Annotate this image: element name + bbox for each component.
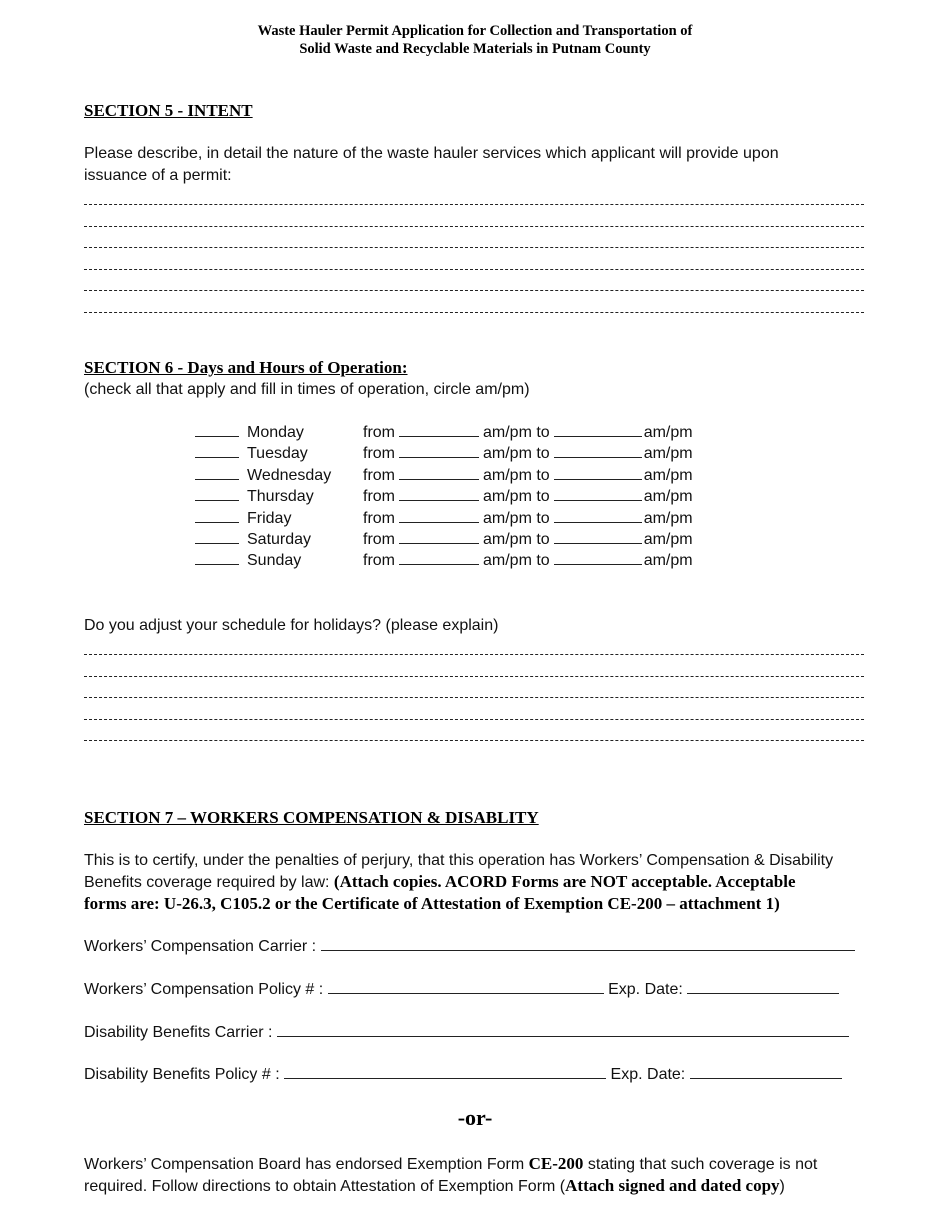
- certify-line-2: [84, 872, 796, 894]
- start-time-field[interactable]: [399, 550, 479, 565]
- wc-policy-row: [84, 979, 839, 999]
- from-label: from: [363, 424, 395, 441]
- section-7-title: SECTION 7 – WORKERS COMPENSATION & DISABLITY: [84, 808, 539, 827]
- start-time-field[interactable]: [399, 465, 479, 480]
- day-check-field[interactable]: [195, 465, 239, 480]
- day-times: [363, 550, 693, 571]
- ampm-to-label[interactable]: am/pm to: [483, 530, 550, 548]
- exemption-line-2: [84, 1176, 785, 1198]
- db-policy-row: [84, 1064, 842, 1084]
- intent-answer-line[interactable]: [84, 312, 864, 313]
- holiday-answer-line[interactable]: [84, 719, 864, 720]
- start-time-field[interactable]: [399, 529, 479, 544]
- start-time-field[interactable]: [399, 486, 479, 501]
- db-carrier-field[interactable]: [277, 1022, 849, 1037]
- holiday-answer-line[interactable]: [84, 654, 864, 655]
- ampm-to-label[interactable]: am/pm to: [483, 445, 550, 463]
- from-label: from: [363, 530, 395, 548]
- wc-carrier-field[interactable]: [321, 936, 855, 951]
- or-divider: -or-: [457, 1105, 493, 1130]
- ampm-label[interactable]: am/pm: [643, 424, 693, 441]
- day-row: [195, 443, 693, 464]
- holiday-answer-line[interactable]: [84, 697, 864, 698]
- day-row: [195, 465, 693, 486]
- holiday-answer-line[interactable]: [84, 676, 864, 677]
- from-label: from: [363, 466, 395, 484]
- intent-answer-line[interactable]: [84, 226, 864, 227]
- section-6-title: SECTION 6 - Days and Hours of Operation:: [84, 358, 408, 377]
- intent-answer-line[interactable]: [84, 269, 864, 270]
- day-name: Saturday: [247, 530, 312, 548]
- exemption-line-1-bold: CE-200: [528, 1154, 584, 1173]
- end-time-field[interactable]: [554, 508, 642, 523]
- day-check-field[interactable]: [195, 486, 239, 501]
- from-label: from: [363, 445, 395, 463]
- end-time-field[interactable]: [554, 486, 642, 501]
- certify-line-2-plain: Benefits coverage required by law:: [84, 874, 334, 891]
- start-time-field[interactable]: [399, 422, 479, 437]
- ampm-to-label[interactable]: am/pm to: [483, 466, 550, 484]
- exemption-line-2-a: required. Follow directions to obtain Attestation of Exemption Form (: [84, 1178, 566, 1195]
- wc-exp-date-field[interactable]: [687, 979, 839, 994]
- wc-carrier-label: Workers’ Compensation Carrier :: [84, 938, 317, 955]
- exemption-line-1-a: Workers’ Compensation Board has endorsed Exemption Form: [84, 1156, 529, 1173]
- ampm-to-label[interactable]: am/pm to: [483, 509, 550, 527]
- db-policy-field[interactable]: [284, 1064, 606, 1079]
- exemption-line-2-b: ): [779, 1178, 785, 1195]
- ampm-label[interactable]: am/pm: [643, 530, 693, 548]
- day-check-field[interactable]: [195, 422, 239, 437]
- intent-answer-line[interactable]: [84, 290, 864, 291]
- end-time-field[interactable]: [554, 465, 642, 480]
- section-5-prompt-line-2: issuance of a permit:: [84, 167, 232, 184]
- certify-line-2-bold: (Attach copies. ACORD Forms are NOT acceptable. Acceptable: [333, 872, 796, 891]
- day-name: Sunday: [247, 552, 302, 570]
- start-time-field[interactable]: [399, 508, 479, 523]
- day-row: [195, 550, 693, 571]
- wc-exp-date-label: Exp. Date:: [608, 981, 683, 998]
- from-label: from: [363, 509, 395, 527]
- ampm-to-label[interactable]: am/pm to: [483, 488, 550, 506]
- ampm-to-label[interactable]: am/pm to: [483, 424, 550, 441]
- ampm-label[interactable]: am/pm: [643, 445, 693, 463]
- wc-policy-label: Workers’ Compensation Policy # :: [84, 981, 324, 998]
- wc-policy-field[interactable]: [328, 979, 604, 994]
- ampm-label[interactable]: am/pm: [643, 466, 693, 484]
- day-name: Wednesday: [247, 466, 332, 484]
- day-times: [363, 443, 693, 464]
- from-label: from: [363, 552, 395, 570]
- exemption-line-1-b: stating that such coverage is not: [583, 1156, 818, 1173]
- day-name: Monday: [247, 424, 304, 441]
- day-check-field[interactable]: [195, 443, 239, 458]
- days-hours-table: [195, 422, 693, 572]
- certify-line-1: This is to certify, under the penalties of perjury, that this operation has Workers’ Compensation & Disability: [84, 852, 834, 869]
- section-5-title: SECTION 5 - INTENT: [84, 101, 253, 120]
- ampm-label[interactable]: am/pm: [643, 509, 693, 527]
- end-time-field[interactable]: [554, 550, 642, 565]
- db-exp-date-field[interactable]: [690, 1064, 842, 1079]
- ampm-to-label[interactable]: am/pm to: [483, 552, 550, 570]
- day-row: [195, 486, 693, 507]
- day-times: [363, 529, 693, 550]
- ampm-label[interactable]: am/pm: [643, 552, 693, 570]
- end-time-field[interactable]: [554, 443, 642, 458]
- day-check-field[interactable]: [195, 529, 239, 544]
- intent-answer-line[interactable]: [84, 204, 864, 205]
- intent-answer-line[interactable]: [84, 247, 864, 248]
- header-line-1: Waste Hauler Permit Application for Collection and Transportation of: [257, 23, 693, 39]
- end-time-field[interactable]: [554, 422, 642, 437]
- day-row: [195, 508, 693, 529]
- certify-line-3: forms are: U-26.3, C105.2 or the Certificate of Attestation of Exemption CE-200 – attachment 1): [84, 894, 780, 913]
- exemption-line-1: [84, 1154, 817, 1176]
- day-times: [363, 465, 693, 486]
- from-label: from: [363, 488, 395, 506]
- holiday-answer-line[interactable]: [84, 740, 864, 741]
- db-policy-label: Disability Benefits Policy # :: [84, 1066, 280, 1083]
- db-carrier-label: Disability Benefits Carrier :: [84, 1024, 273, 1041]
- day-name: Tuesday: [247, 445, 308, 463]
- day-name: Friday: [247, 509, 292, 527]
- start-time-field[interactable]: [399, 443, 479, 458]
- section-5-prompt-line-1: Please describe, in detail the nature of the waste hauler services which applicant will provide upon: [84, 145, 779, 162]
- section-6-instruction: (check all that apply and fill in times of operation, circle am/pm): [84, 381, 530, 398]
- wc-carrier-row: [84, 936, 855, 956]
- ampm-label[interactable]: am/pm: [643, 488, 693, 506]
- day-check-field[interactable]: [195, 508, 239, 523]
- db-exp-date-label: Exp. Date:: [610, 1066, 686, 1083]
- day-times: [363, 486, 693, 507]
- holiday-question: Do you adjust your schedule for holidays? (please explain): [84, 617, 499, 634]
- exemption-line-2-bold: Attach signed and dated copy: [565, 1176, 780, 1195]
- header-line-2: Solid Waste and Recyclable Materials in Putnam County: [299, 41, 651, 57]
- day-row: [195, 529, 693, 550]
- db-carrier-row: [84, 1022, 849, 1042]
- day-check-field[interactable]: [195, 550, 239, 565]
- end-time-field[interactable]: [554, 529, 642, 544]
- day-row: [195, 422, 693, 443]
- day-times: [363, 508, 693, 529]
- day-name: Thursday: [247, 488, 314, 506]
- form-header: [0, 22, 950, 58]
- day-times: [363, 422, 693, 443]
